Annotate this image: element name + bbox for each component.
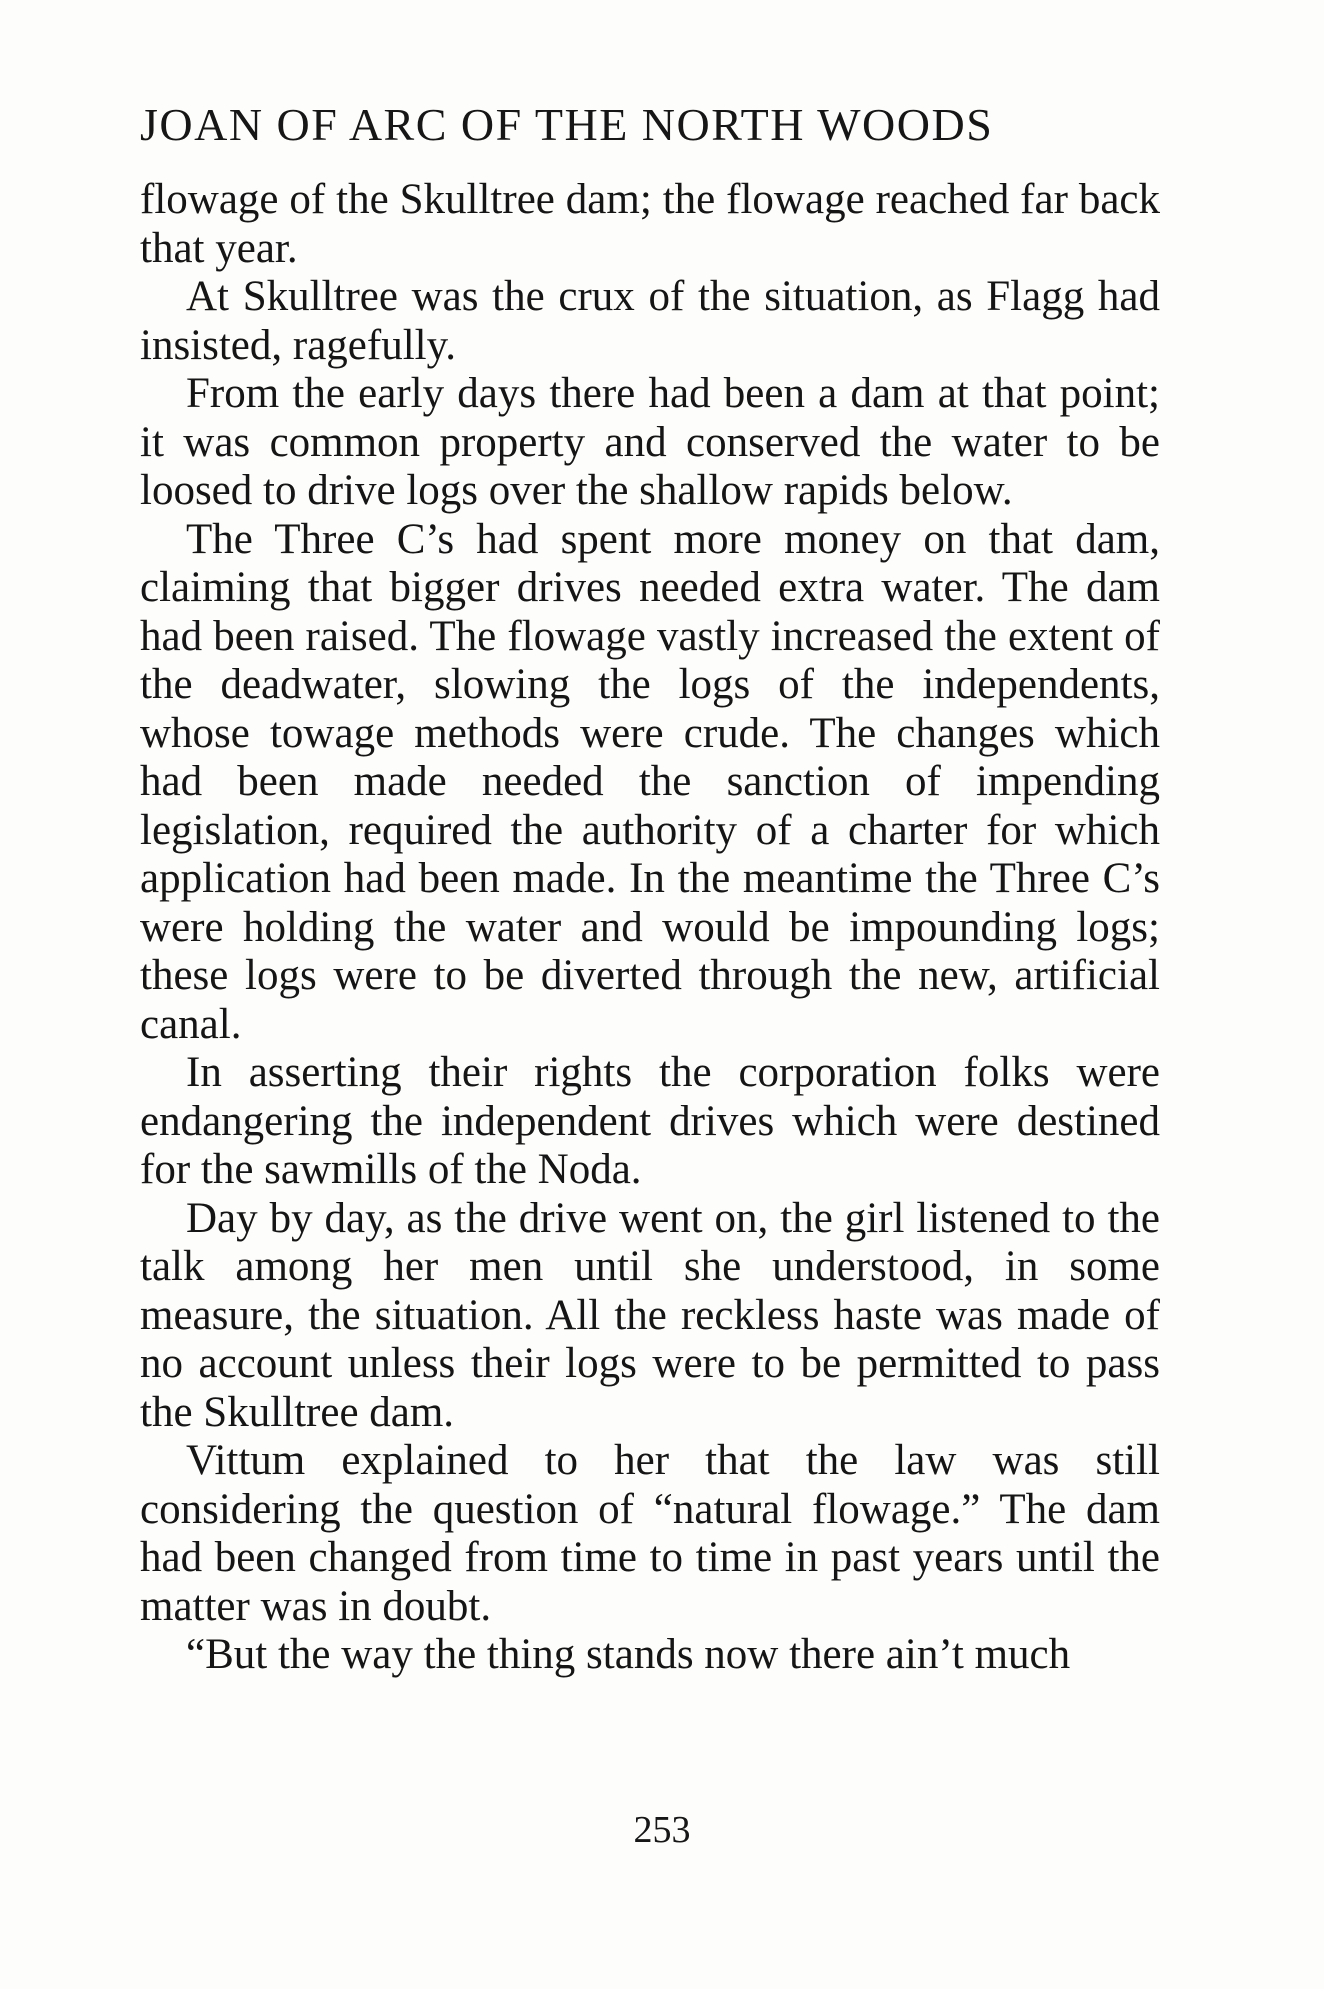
page-number: 253 [633, 1809, 691, 1851]
paragraph: The Three C’s had spent more money on that dam, claiming that bigger drives needed extra water. The dam had been raised. The flowage vastly increased the extent of the deadwater, slowing the logs of the independents, whose towage methods were crude. The changes which had been made needed the sanction of impending legislation, required the authority of a charter for which application had been made. In the meantime the Three C’s were holding the water and would be impounding logs; these logs were to be diverted through the new, artificial canal. [140, 515, 1160, 1048]
running-head: JOAN OF ARC OF THE NORTH WOODS [140, 99, 994, 150]
paragraph: At Skulltree was the crux of the situation, as Flagg had insisted, ragefully. [140, 273, 1160, 369]
paragraph: From the early days there had been a dam at that point; it was common property and conserved the water to be loosed to drive logs over the shallow rapids below. [140, 370, 1160, 514]
paragraph: Vittum explained to her that the law was still considering the question of “natural flowage.” The dam had been changed from time to time in past years until the matter was in doubt. [140, 1437, 1160, 1630]
paragraph: flowage of the Skulltree dam; the flowage reached far back that year. [140, 176, 1160, 272]
paragraph: “But the way the thing stands now there ain’t much [186, 1631, 1071, 1678]
body-text [140, 176, 1160, 1680]
paragraph: Day by day, as the drive went on, the girl listened to the talk among her men until she understood, in some measure, the situation. All the reckless haste was made of no account unless their logs were to be permitted to pass the Skulltree dam. [140, 1194, 1160, 1436]
paragraph: In asserting their rights the corporation folks were endangering the independent drives which were destined for the sawmills of the Noda. [140, 1049, 1160, 1193]
